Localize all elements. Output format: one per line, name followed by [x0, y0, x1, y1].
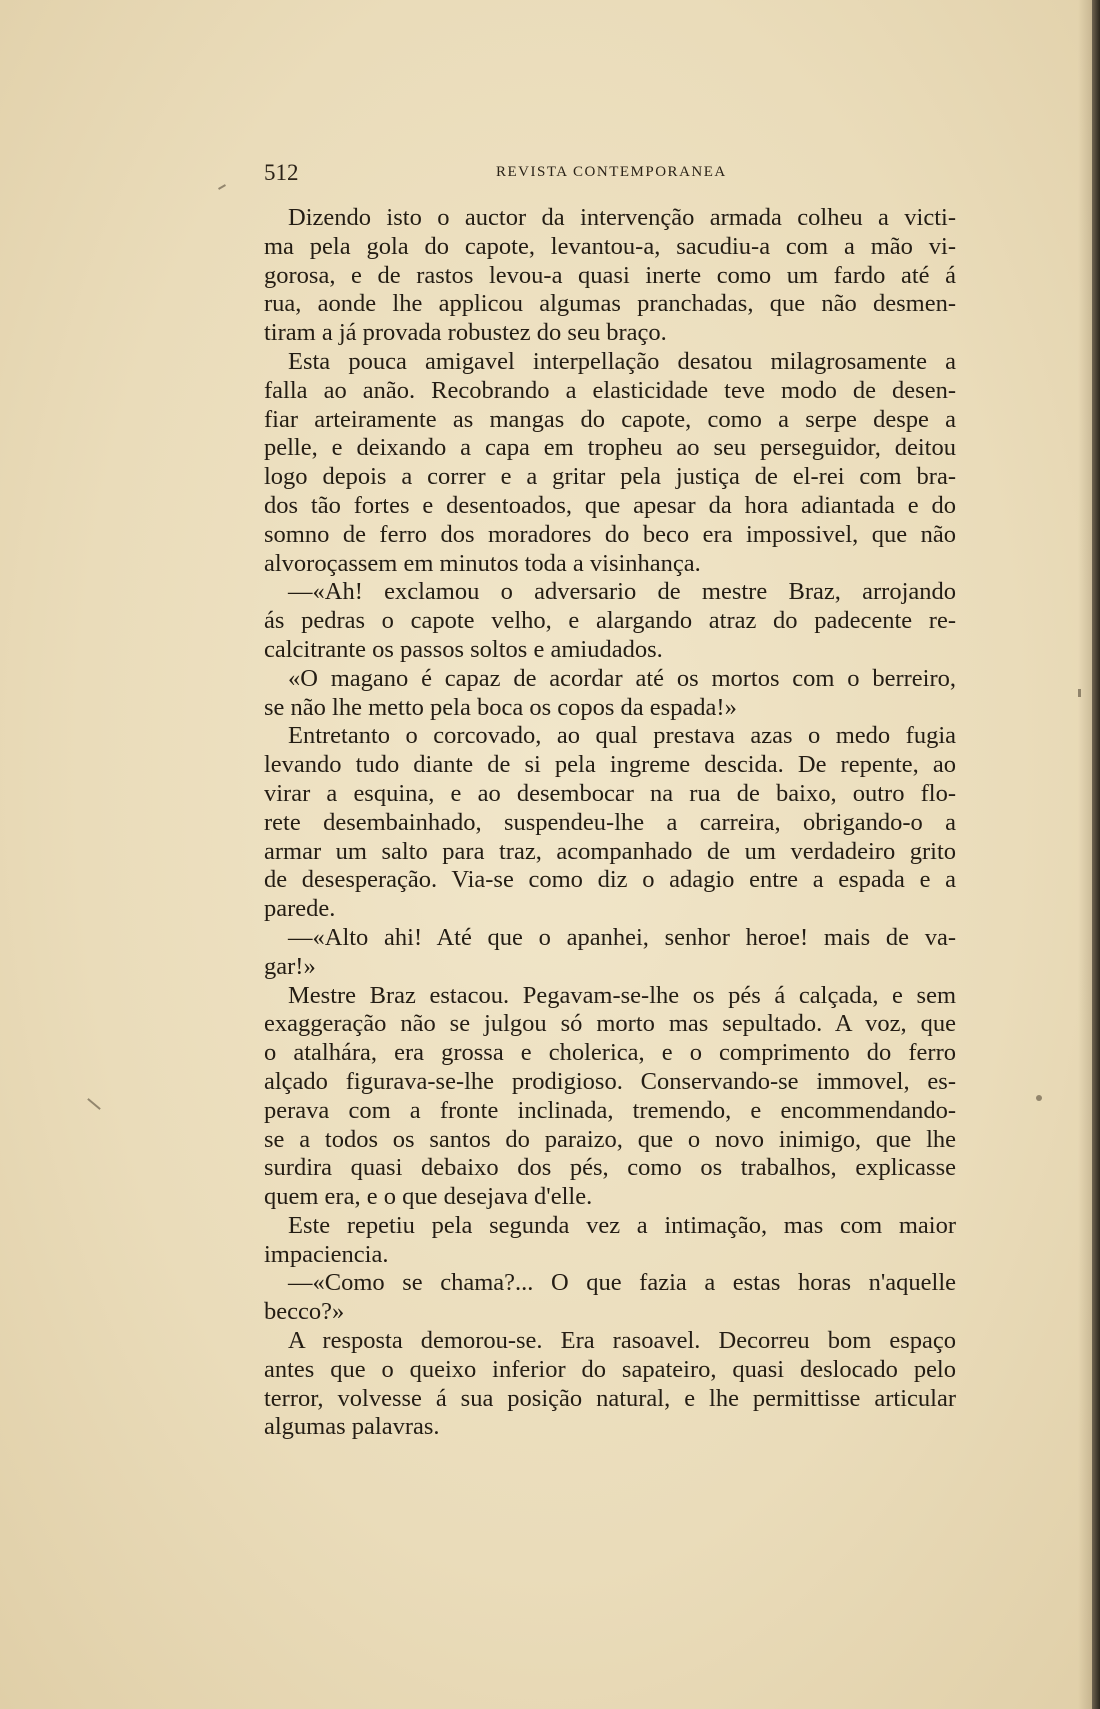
text-line: Entretanto o corcovado, ao qual prestava azas o medo fugia: [288, 722, 956, 750]
text-line: becco?»: [264, 1298, 345, 1326]
text-line: logo depois a correr e a gritar pela justiça de el-rei com bra-: [264, 463, 956, 491]
text-line: pelle, e deixando a capa em tropheu ao seu perseguidor, deitou: [264, 434, 956, 462]
text-line: ma pela gola do capote, levantou-a, sacudiu-a com a mão vi-: [264, 232, 956, 260]
text-line: «O magano é capaz de acordar até os mortos com o berreiro,: [288, 664, 956, 692]
page-edge: [1092, 0, 1100, 1709]
text-line: gorosa, e de rastos levou-a quasi inerte como um fardo até á: [264, 261, 956, 289]
text-line: o atalhára, era grossa e cholerica, e o comprimento do ferro: [264, 1039, 956, 1067]
text-line: virar a esquina, e ao desembocar na rua de baixo, outro flo-: [264, 779, 956, 807]
text-line: terror, volvesse á sua posição natural, e lhe permittisse articular: [264, 1384, 956, 1412]
text-line: ás pedras o capote velho, e alargando atraz do padecente re-: [264, 607, 956, 635]
text-line: antes que o queixo inferior do sapateiro, quasi deslocado pelo: [264, 1355, 956, 1383]
text-line: fiar arteiramente as mangas do capote, como a serpe despe a: [264, 405, 956, 433]
text-line: Mestre Braz estacou. Pegavam-se-lhe os pés á calçada, e sem: [288, 981, 956, 1009]
text-line: impaciencia.: [264, 1240, 389, 1268]
print-speck: [1036, 1095, 1042, 1101]
page-number: 512: [264, 160, 299, 185]
binding-shadow: [1078, 0, 1092, 1709]
text-line: Dizendo isto o auctor da intervenção armada colheu a victi-: [288, 204, 956, 231]
text-line: alvoroçassem em minutos toda a visinhança.: [264, 549, 701, 577]
text-line: —«Ah! exclamou o adversario de mestre Braz, arrojando: [288, 578, 956, 606]
text-line: algumas palavras.: [264, 1413, 440, 1441]
text-line: se a todos os santos do paraizo, que o novo inimigo, que lhe: [264, 1125, 956, 1153]
text-line: —«Como se chama?... O que fazia a estas horas n'aquelle: [288, 1269, 956, 1297]
text-line: de desesperação. Via-se como diz o adagio entre a espada e a: [264, 866, 956, 894]
text-line: exaggeração não se julgou só morto mas sepultado. A voz, que: [264, 1010, 956, 1038]
text-line: Esta pouca amigavel interpellação desatou milagrosamente a: [288, 347, 956, 375]
text-line: rete desembainhado, suspendeu-lhe a carreira, obrigando-o a: [264, 808, 956, 836]
running-title: REVISTA CONTEMPORANEA: [496, 164, 727, 180]
text-line: levando tudo diante de si pela ingreme descida. De repente, ao: [264, 751, 956, 779]
print-speck: [87, 1098, 101, 1110]
text-line: alçado figurava-se-lhe prodigioso. Conservando-se immovel, es-: [264, 1067, 956, 1095]
text-line: —«Alto ahi! Até que o apanhei, senhor heroe! mais de va-: [288, 923, 956, 951]
text-line: dos tão fortes e desentoados, que apesar da hora adiantada e do: [264, 491, 956, 519]
running-header: [264, 160, 954, 186]
text-line: armar um salto para traz, acompanhado de um verdadeiro grito: [264, 837, 956, 865]
text-line: gar!»: [264, 952, 316, 980]
text-line: perava com a fronte inclinada, tremendo, e encommendando-: [264, 1096, 956, 1124]
text-line: tiram a já provada robustez do seu braço.: [264, 319, 667, 347]
text-line: rua, aonde lhe applicou algumas pranchadas, que não desmen-: [264, 290, 956, 318]
body-text: [264, 204, 956, 1442]
text-line: falla ao anão. Recobrando a elasticidade teve modo de desen-: [264, 376, 956, 404]
text-line: A resposta demorou-se. Era rasoavel. Decorreu bom espaço: [288, 1327, 956, 1355]
text-line: se não lhe metto pela boca os copos da espada!»: [264, 693, 737, 721]
print-speck: [1078, 689, 1081, 697]
print-speck: [218, 184, 226, 190]
text-line: calcitrante os passos soltos e amiudados.: [264, 635, 663, 663]
text-line: parede.: [264, 895, 336, 923]
text-line: somno de ferro dos moradores do beco era impossivel, que não: [264, 520, 956, 548]
text-line: surdira quasi debaixo dos pés, como os trabalhos, explicasse: [264, 1154, 956, 1182]
text-line: Este repetiu pela segunda vez a intimação, mas com maior: [288, 1211, 956, 1239]
text-line: quem era, e o que desejava d'elle.: [264, 1183, 593, 1211]
